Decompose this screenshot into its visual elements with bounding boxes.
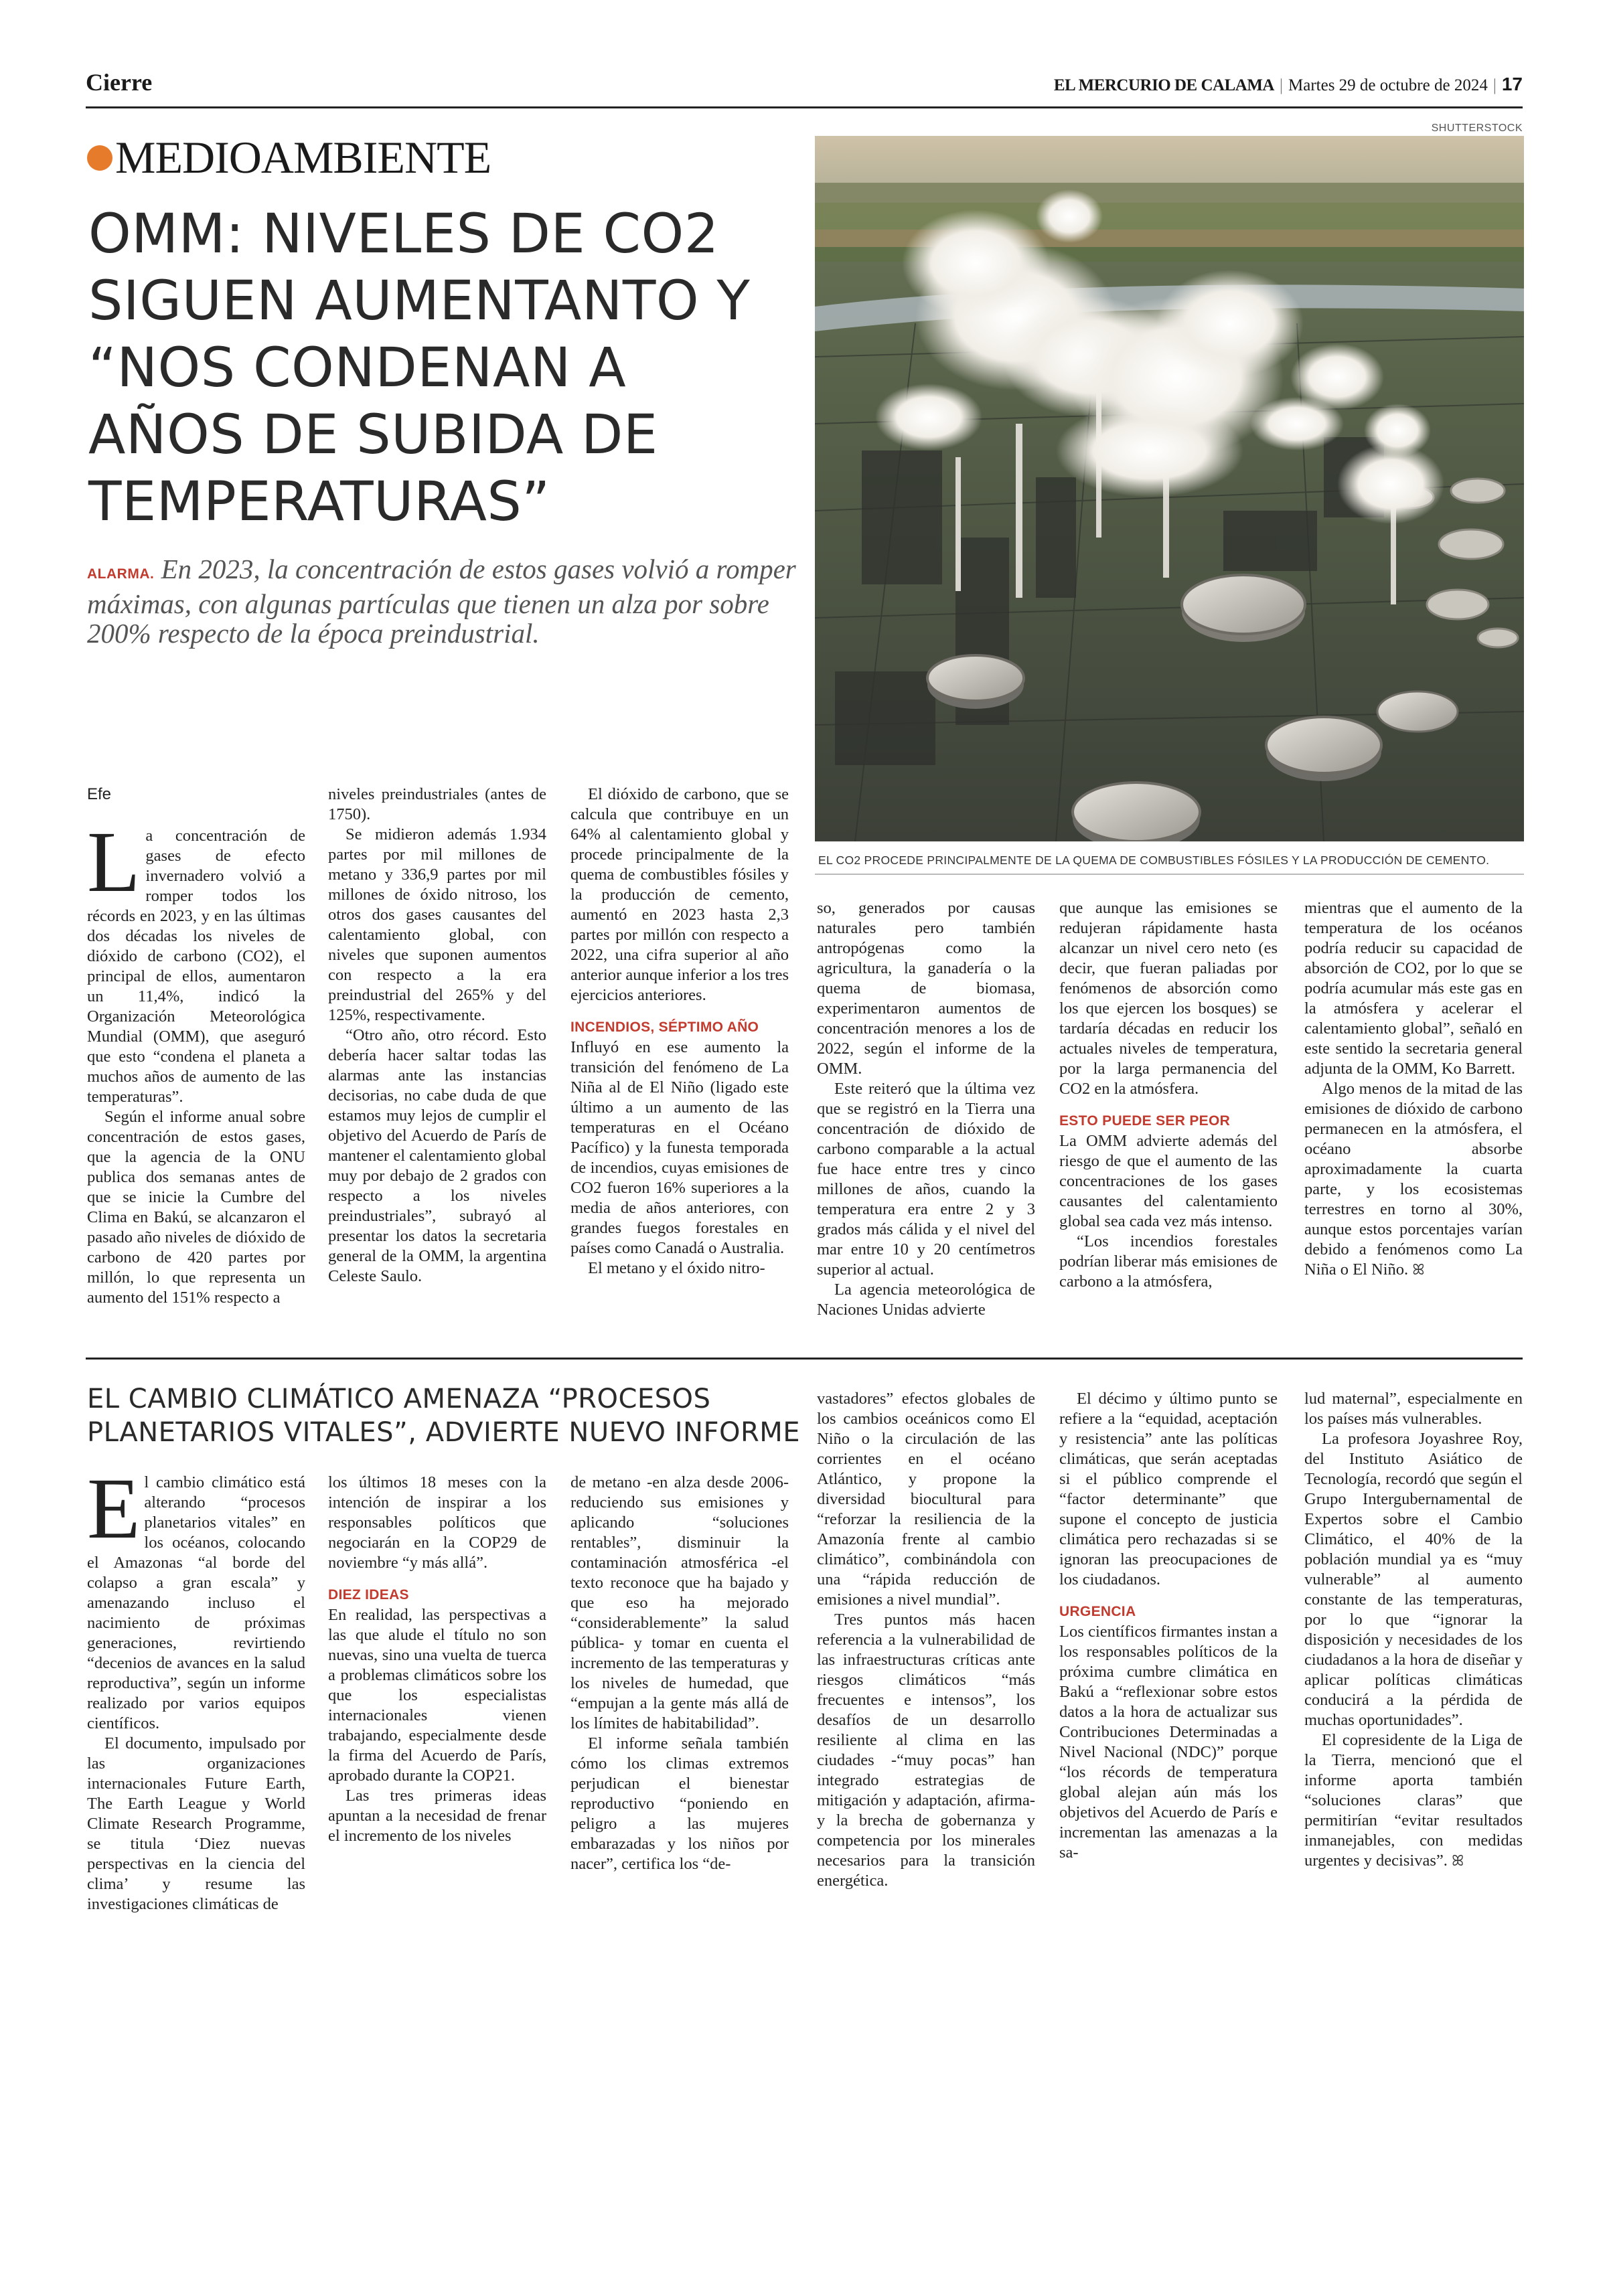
lead-paragraph: niveles preindustriales (antes de 1750).	[328, 785, 546, 823]
lead-paragraph: Según el informe anual sobre concentración de estos gases, que la agencia de la ONU publica dos semanas antes de que se inicie la Cumbre del Clima en Bakú, se alcanzaron el pasado año niveles de dióxido de carbono de 420 partes por millón, lo que representa un aumento del 151% respecto a	[87, 1108, 305, 1307]
second-paragraph: Los científicos firmantes instan a los responsables políticos de la próxima cumbre climática en Bakú a “reflexionar sobre estos datos a la hora de actualizar sus Contribuciones Determinadas a Nivel Nacional (NDC)” porque “los récords de temperatura global alejan aún más los objetivos del Acuerdo de París e incrementan las amenazas a la sa-	[1059, 1623, 1278, 1862]
page-header	[86, 66, 1523, 108]
second-paragraph: lud maternal”, especialmente en los países más vulnerables.	[1304, 1390, 1523, 1428]
subhead: URGENCIA	[1059, 1604, 1136, 1619]
deck-tag: ALARMA.	[87, 566, 155, 582]
refinery-aerial-photo	[815, 136, 1524, 841]
caption-rule	[815, 874, 1524, 875]
second-headline: EL CAMBIO CLIMÁTICO AMENAZA “PROCESOS PLANETARIOS VITALES”, ADVIERTE NUEVO INFORME	[87, 1384, 801, 1448]
second-paragraph: de metano -en alza desde 2006- reduciendo sus emisiones y aplicando “soluciones rentables”, disminuir la contaminación atmosférica -el texto reconoce que ha bajado y que eso ha mejorado “considerablemente” la salud pública- y tomar en cuenta el incremento de las temperaturas y los niveles de humedad, que “empujan a la gente más allá de los límites de habitabilidad”.	[570, 1473, 789, 1732]
deck-text: En 2023, la concentración de estos gases volvió a romper máximas, con algunas partículas que tienen un alza por sobre 200% respecto de la época preindustrial.	[87, 554, 796, 649]
second-column-5	[1059, 1389, 1278, 1863]
lead-paragraph-text: Algo menos de la mitad de las emisiones de dióxido de carbono permanecen en la atmósfera, el océano absorbe aproximadamente la cuarta parte, y los ecosistemas terrestres en torno al 30%, aunque estos porcentajes varían debido a fenómenos como La Niña o El Niño.	[1304, 1080, 1523, 1279]
subhead: ESTO PUEDE SER PEOR	[1059, 1113, 1231, 1129]
section-kicker	[87, 131, 491, 184]
lead-paragraph: Se midieron además 1.934 partes por mil millones de metano y 336,9 partes por mil millones de óxido nitroso, los otros dos gases causantes del calentamiento global, con niveles que suponen aumentos con respecto a la era preindustrial del 265% y del 125%, respectivamente.	[328, 825, 546, 1024]
lead-column-2	[328, 785, 546, 1287]
second-paragraph: Tres puntos más hacen referencia a la vulnerabilidad de las infraestructuras críticas ante riesgos climáticos “más frecuentes e intensos”, los desafíos de un desarrollo resiliente al clima en las ciudades -“muy pocas” han integrado estrategias de mitigación y adaptación, afirma- y la brecha de gobernanza y competencia por los minerales necesarios para la transición energética.	[817, 1611, 1035, 1890]
issue-date: Martes 29 de octubre de 2024	[1288, 76, 1488, 94]
second-paragraph: El documento, impulsado por las organizaciones internacionales Future Earth, The Earth League y World Climate Research Programme, se titula ‘Diez nuevas perspectivas en la ciencia del clima’ y resume las investigaciones climáticas de	[87, 1734, 305, 1913]
subhead: INCENDIOS, SÉPTIMO AÑO	[570, 1019, 759, 1035]
second-column-4	[817, 1389, 1035, 1891]
lead-paragraph: Influyó en ese aumento la transición del fenómeno de La Niña al de El Niño (ligado este último a un aumento de las temperaturas en el Océano Pacífico) y la funesta temporada de incendios, cuyas emisiones de CO2 fueron 16% superiores a la media de años anteriores, con grandes fuegos forestales en países como Canadá o Australia.	[570, 1038, 789, 1257]
lead-paragraph: El metano y el óxido nitro-	[588, 1259, 765, 1277]
second-column-2	[328, 1473, 546, 1846]
second-paragraph: El informe señala también cómo los climas extremos perjudican el bienestar reproductivo “poniendo en peligro a las mujeres embarazadas y los niños por nacer”, certifica los “de-	[570, 1734, 789, 1873]
second-paragraph: La profesora Joyashree Roy, del Instituto Asiático de Tecnología, recordó que según el Grupo Intergubernamental de Expertos sobre el Cambio Climático, el 40% de la población mundial ya es “muy vulnerable” al aumento constante de las temperaturas, por lo que “ignorar la disposición y necesidades de los ciudadanos a la hora de diseñar y aplicar políticas climáticas conducirá a la pérdida de muchas oportunidades”.	[1304, 1430, 1523, 1729]
subhead: DIEZ IDEAS	[328, 1587, 409, 1603]
second-paragraph: En realidad, las perspectivas a las que alude el título no son nuevas, sino una vuelta de tuerca a problemas climáticos sobre los que los especialistas internacionales vienen trabajando, especialmente desde la firma del Acuerdo de París, aprobado durante la COP21.	[328, 1606, 546, 1785]
photo-credit: SHUTTERSTOCK	[1431, 122, 1523, 134]
second-paragraph: l cambio climático está alterando “procesos planetarios vitales” en los océanos, colocando el Amazonas “al borde del colapso a gran escala” y amenazando incluso el nacimiento de próximas generaciones, revirtiendo “decenios de avances en la salud reproductiva”, según un informe realizado por varios equipos científicos.	[87, 1473, 305, 1732]
lead-paragraph: so, generados por causas naturales pero también antropógenas como la agricultura, la ganadería o la quema de biomasa, experimentaron aumentos de concentración menores a los de 2022, según el informe de la OMM.	[817, 899, 1035, 1078]
lead-paragraph: La OMM advierte además del riesgo de que el aumento de las concentraciones de los gases causantes del calentamiento global sea cada vez más intenso.	[1059, 1132, 1278, 1230]
kicker-dot-icon	[87, 145, 112, 171]
lead-deck	[87, 554, 804, 648]
second-column-1	[87, 1461, 305, 1914]
byline: Efe	[87, 785, 112, 803]
second-column-3	[570, 1473, 789, 1874]
second-paragraph: El décimo y último punto se refiere a la “equidad, aceptación y resistencia” ante las políticas climáticas, que serán aceptadas si el público comprende el “factor determinante” que supone el concepto de justicia climática pero rechazadas si se ignoran las preocupaciones de los ciudadanos.	[1059, 1390, 1278, 1588]
dropcap: E	[87, 1461, 141, 1557]
lead-paragraph: que aunque las emisiones se redujeran rápidamente hasta alcanzar un nivel cero neto (es decir, que fueran paliadas por fenómenos de absorción como los que ejercen los bosques) se tardaría décadas en reducir los actuales niveles de temperatura, por la larga permanencia del CO2 en la atmósfera.	[1059, 899, 1278, 1098]
kicker-label: MEDIOAMBIENTE	[115, 132, 491, 183]
lead-column-3	[570, 785, 789, 1279]
lead-paragraph: “Otro año, otro récord. Esto debería hacer saltar todas las alarmas ante las instancias decisorias, no cabe duda de que estamos muy lejos de cumplir el objetivo del Acuerdo de París de mantener el calentamiento global muy por debajo de 2 grados con respecto a los niveles preindustriales”, subrayó al presentar los datos la secretaria general de la OMM, la argentina Celeste Saulo.	[328, 1026, 546, 1285]
lead-paragraph: “Los incendios forestales podrían liberar más emisiones de carbono a la atmósfera,	[1059, 1232, 1278, 1291]
lead-paragraph	[1304, 1079, 1523, 1281]
lead-paragraph: mientras que el aumento de la temperatura de los océanos podría reducir su capacidad de absorción de CO2, por lo que se podría acumular más este gas en la atmósfera y acelerar el calentamiento global”, señaló en este sentido la secretaria general adjunta de la OMM, Ko Barrett.	[1304, 899, 1523, 1078]
second-paragraph	[1304, 1730, 1523, 1872]
page-number: 17	[1501, 74, 1523, 94]
lead-column-1	[87, 785, 305, 1308]
lead-column-4	[817, 898, 1035, 1320]
second-paragraph: Las tres primeras ideas apuntan a la necesidad de frenar el incremento de los niveles	[328, 1787, 546, 1845]
second-paragraph: los últimos 18 meses con la intención de inspirar a los responsables políticos que negociarán en la COP29 de noviembre “y más allá”.	[328, 1473, 546, 1572]
second-paragraph-text: El copresidente de la Liga de la Tierra, mencionó que el informe aporta también “soluciones claras” que permitirían “evitar resultados inmanejables, con medidas urgentes y decisivas”.	[1304, 1731, 1523, 1870]
end-mark-icon: ꕤ	[1452, 1853, 1464, 1870]
lead-column-5	[1059, 898, 1278, 1292]
newspaper-name: EL MERCURIO DE CALAMA	[1053, 76, 1274, 94]
lead-paragraph: Este reiteró que la última vez que se registró en la Tierra una concentración de dióxido de carbono comparable a la actual fue hace entre tres y cinco millones de años, cuando la temperatura era entre 2 y 3 grados más cálida y el nivel del mar entre 10 y 20 centímetros superior al actual.	[817, 1080, 1035, 1279]
lead-column-6	[1304, 898, 1523, 1281]
photo-caption: EL CO2 PROCEDE PRINCIPALMENTE DE LA QUEMA DE COMBUSTIBLES FÓSILES Y LA PRODUCCIÓN DE CEMENTO.	[818, 853, 1490, 867]
lead-paragraph: El dióxido de carbono, que se calcula que contribuye en un 64% al calentamiento global y procede principalmente de la quema de combustibles fósiles y la producción de cemento, aumentó en 2023 hasta 2,3 partes por millón con respecto a 2022, una cifra superior al año anterior aunque inferior a los tres ejercicios anteriores.	[570, 785, 789, 1004]
end-mark-icon: ꕤ	[1412, 1262, 1425, 1279]
article-divider	[86, 1358, 1523, 1360]
header-info: EL MERCURIO DE CALAMA | Martes 29 de octubre de 2024 | 17	[1053, 74, 1523, 94]
dropcap: L	[87, 814, 141, 910]
lead-paragraph: a concentración de gases de efecto invernadero volvió a romper todos los récords en 2023, y en las últimas dos décadas los niveles de dióxido de carbono (CO2), el principal de ellos, aumentaron un 11,4%, indicó la Organización Meteorológica Mundial (OMM), que aseguró que esto “condena el planeta a muchos años de aumento de las temperaturas”.	[87, 827, 305, 1106]
second-paragraph: vastadores” efectos globales de los cambios oceánicos como El Niño o la circulación de las corrientes en el océano Atlántico, y propone la diversidad biocultural para “reforzar la resiliencia de la Amazonía frente al cambio climático”, combinándola con una “rápida reducción de emisiones a nivel mundial”.	[817, 1390, 1035, 1609]
section-name: Cierre	[86, 69, 153, 96]
lead-headline: OMM: NIVELES DE CO2 SIGUEN AUMENTANTO Y “NOS CONDENAN A AÑOS DE SUBIDA DE TEMPERATURAS”	[88, 203, 751, 534]
lead-paragraph: La agencia meteorológica de Naciones Unidas advierte	[817, 1281, 1035, 1319]
second-column-6	[1304, 1389, 1523, 1872]
